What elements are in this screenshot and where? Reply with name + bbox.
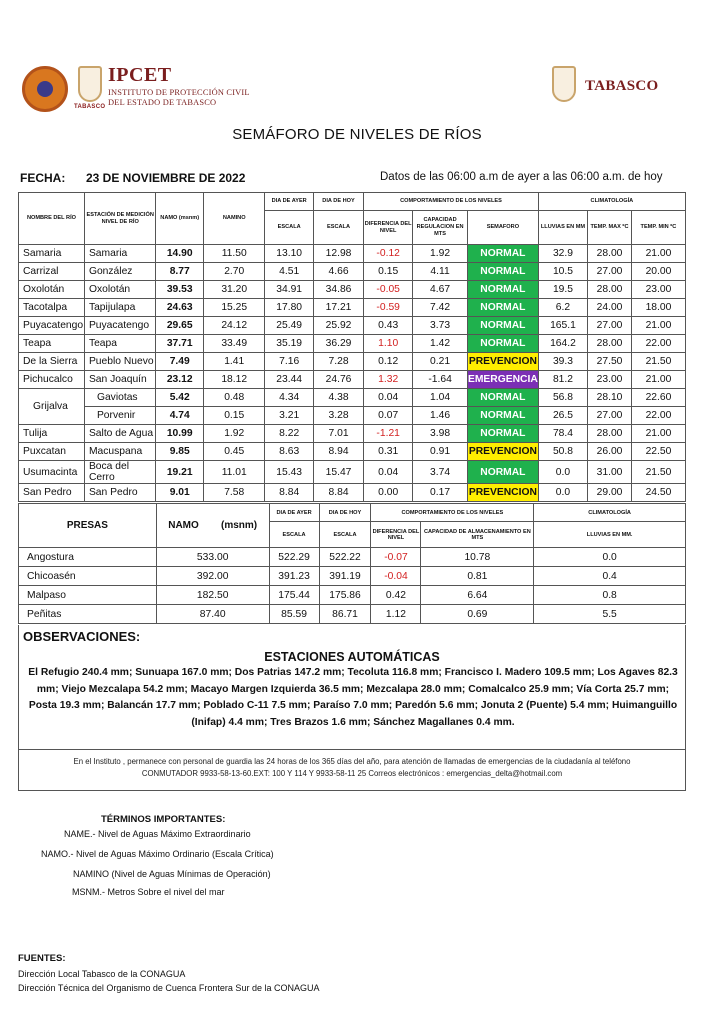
cell-dif: 0.07 xyxy=(364,407,413,425)
cell-ayer: 35.19 xyxy=(265,335,313,353)
cell-tmax: 24.00 xyxy=(588,299,632,317)
cell-sem: NORMAL xyxy=(467,263,538,281)
cell-ayer: 8.63 xyxy=(265,443,313,461)
cell-rio: Grijalva xyxy=(19,389,85,425)
cell-cap: 0.17 xyxy=(413,484,468,502)
river-row xyxy=(19,425,686,443)
term-namino: NAMINO (Nivel de Aguas Mínimas de Operación) xyxy=(73,869,271,879)
fuentes-label: FUENTES: xyxy=(18,953,66,964)
cell-cap: 3.73 xyxy=(413,317,468,335)
cell-sem: NORMAL xyxy=(467,389,538,407)
cell-tmin: 20.00 xyxy=(631,263,685,281)
divider xyxy=(19,749,685,750)
org-short-name: IPCET xyxy=(108,64,172,86)
cell-ayer: 15.43 xyxy=(265,461,313,484)
cell-hoy: 15.47 xyxy=(313,461,363,484)
cell-cap: 1.04 xyxy=(413,389,468,407)
cell-lluvia: 81.2 xyxy=(538,371,587,389)
cell-namino: 0.45 xyxy=(203,443,264,461)
cell-rio: Puyacatengo xyxy=(19,317,85,335)
cell-namo: 19.21 xyxy=(156,461,204,484)
cell-lluvia: 165.1 xyxy=(538,317,587,335)
river-row xyxy=(19,353,686,371)
term-namo: NAMO.- Nivel de Aguas Máximo Ordinario (Escala Crítica) xyxy=(41,849,274,859)
cell-lluvia: 19.5 xyxy=(538,281,587,299)
guardia-line2: CONMUTADOR 9933-58-13-60.EXT: 100 Y 114 Y 9933-58-11 25 Correos electrónicos : emergencias_delta@hotmail.com xyxy=(141,769,563,778)
cell-ayer: 4.34 xyxy=(265,389,313,407)
header-capacidad: CAPACIDAD REGULACION EN MTS xyxy=(413,211,468,245)
cell-tmax: 23.00 xyxy=(588,371,632,389)
header-presas: PRESAS xyxy=(19,504,157,548)
cell-tmin: 23.00 xyxy=(631,281,685,299)
cell-namino: 18.12 xyxy=(203,371,264,389)
cell-cap: 4.11 xyxy=(413,263,468,281)
cell-rio: Tulija xyxy=(19,425,85,443)
cell-hoy: 34.86 xyxy=(313,281,363,299)
river-row xyxy=(19,407,686,425)
cell-cap: -1.64 xyxy=(413,371,468,389)
cell-dif: -0.05 xyxy=(364,281,413,299)
header-climatologia: CLIMATOLOGÍA xyxy=(538,193,685,211)
tabasco-crest-icon xyxy=(78,66,102,102)
river-row xyxy=(19,299,686,317)
cell-ayer: 34.91 xyxy=(265,281,313,299)
cell-cap: 3.98 xyxy=(413,425,468,443)
cell-estacion: San Pedro xyxy=(84,484,156,502)
cell-tmin: 21.50 xyxy=(631,461,685,484)
cell-namino: 33.49 xyxy=(203,335,264,353)
header-namino: NAMINO xyxy=(203,193,264,245)
rivers-table xyxy=(18,192,686,502)
cell-namo: 37.71 xyxy=(156,335,204,353)
cell-namo: 10.99 xyxy=(156,425,204,443)
cell-tmax: 27.50 xyxy=(588,353,632,371)
cell-cap: 1.42 xyxy=(413,335,468,353)
cell-estacion: Gaviotas xyxy=(84,389,156,407)
cell-hoy: 8.94 xyxy=(313,443,363,461)
cell-ayer: 23.44 xyxy=(265,371,313,389)
cell-dif: 1.32 xyxy=(364,371,413,389)
org-line2: DEL ESTADO DE TABASCO xyxy=(108,98,217,107)
cell-dif: -0.59 xyxy=(364,299,413,317)
header-namo-msnm xyxy=(156,504,269,548)
cell-namino: 1.41 xyxy=(203,353,264,371)
cell-tmax: 31.00 xyxy=(588,461,632,484)
cell-tmin: 22.50 xyxy=(631,443,685,461)
cell-rio: De la Sierra xyxy=(19,353,85,371)
header-dia-ayer: DIA DE AYER xyxy=(269,504,319,522)
cell-cap: 0.69 xyxy=(421,605,534,624)
cell-namo: 182.50 xyxy=(156,586,269,605)
header-dia-hoy: DIA DE HOY xyxy=(319,504,371,522)
cell-dif: 0.31 xyxy=(364,443,413,461)
cell-rio: Pichucalco xyxy=(19,371,85,389)
river-row xyxy=(19,317,686,335)
cell-dif: -0.07 xyxy=(371,548,421,567)
cell-dif: 0.04 xyxy=(364,461,413,484)
cell-namo: 24.63 xyxy=(156,299,204,317)
estaciones-title: ESTACIONES AUTOMÁTICAS xyxy=(264,650,440,664)
cell-estacion: Porvenir xyxy=(84,407,156,425)
cell-lluvia: 50.8 xyxy=(538,443,587,461)
cell-hoy: 7.01 xyxy=(313,425,363,443)
header-semaforo: SEMAFORO xyxy=(467,211,538,245)
cell-namo: 9.01 xyxy=(156,484,204,502)
cell-hoy: 175.86 xyxy=(319,586,371,605)
header-diferencia: DIFERENCIA DEL NIVEL xyxy=(371,522,421,548)
header-tmin: TEMP. MIN ºC xyxy=(631,211,685,245)
header-escala-ayer: ESCALA xyxy=(265,211,313,245)
cell-sem: NORMAL xyxy=(467,461,538,484)
cell-ayer: 8.84 xyxy=(265,484,313,502)
cell-cap: 7.42 xyxy=(413,299,468,317)
cell-lluvia: 0.8 xyxy=(534,586,686,605)
header-capacidad: CAPACIDAD DE ALMACENAMIENTO EN MTS xyxy=(421,522,534,548)
cell-namino: 24.12 xyxy=(203,317,264,335)
cell-namo: 5.42 xyxy=(156,389,204,407)
cell-rio: Carrizal xyxy=(19,263,85,281)
cell-sem: NORMAL xyxy=(467,281,538,299)
river-row xyxy=(19,389,686,407)
cell-namino: 11.01 xyxy=(203,461,264,484)
cell-hoy: 522.22 xyxy=(319,548,371,567)
cell-sem: NORMAL xyxy=(467,317,538,335)
cell-tmin: 22.00 xyxy=(631,407,685,425)
cell-hoy: 4.38 xyxy=(313,389,363,407)
cell-namo: 9.85 xyxy=(156,443,204,461)
cell-hoy: 12.98 xyxy=(313,245,363,263)
tabasco-crest-icon xyxy=(552,66,576,102)
cell-hoy: 25.92 xyxy=(313,317,363,335)
cell-cap: 6.64 xyxy=(421,586,534,605)
cell-ayer: 8.22 xyxy=(265,425,313,443)
cell-lluvia: 0.0 xyxy=(538,461,587,484)
cell-sem: NORMAL xyxy=(467,425,538,443)
cell-namo: 39.53 xyxy=(156,281,204,299)
river-row xyxy=(19,371,686,389)
cell-ayer: 85.59 xyxy=(269,605,319,624)
cell-sem: NORMAL xyxy=(467,299,538,317)
state-logo-text: TABASCO xyxy=(585,78,659,94)
cell-namino: 7.58 xyxy=(203,484,264,502)
cell-namo: 7.49 xyxy=(156,353,204,371)
terms-title: TÉRMINOS IMPORTANTES: xyxy=(101,814,226,825)
cell-namino: 0.48 xyxy=(203,389,264,407)
header-dia-ayer: DIA DE AYER xyxy=(265,193,313,211)
cell-cap: 0.81 xyxy=(421,567,534,586)
proteccion-civil-seal-icon xyxy=(22,66,68,112)
cell-namino: 15.25 xyxy=(203,299,264,317)
cell-estacion: Macuspana xyxy=(84,443,156,461)
cell-estacion: Pueblo Nuevo xyxy=(84,353,156,371)
cell-lluvia: 56.8 xyxy=(538,389,587,407)
cell-hoy: 86.71 xyxy=(319,605,371,624)
cell-lluvia: 10.5 xyxy=(538,263,587,281)
cell-ayer: 13.10 xyxy=(265,245,313,263)
river-row xyxy=(19,443,686,461)
dam-row xyxy=(19,586,686,605)
cell-nombre: Malpaso xyxy=(19,586,157,605)
header-msnm: (msnm) xyxy=(221,520,258,531)
cell-rio: Puxcatan xyxy=(19,443,85,461)
cell-estacion: Teapa xyxy=(84,335,156,353)
data-range: Datos de las 06:00 a.m de ayer a las 06:00 a.m. de hoy xyxy=(380,171,663,183)
cell-dif: 0.04 xyxy=(364,389,413,407)
dam-row xyxy=(19,605,686,624)
cell-namo: 8.77 xyxy=(156,263,204,281)
header-namo: NAMO xyxy=(168,520,199,531)
fecha-value: 23 DE NOVIEMBRE DE 2022 xyxy=(86,171,246,185)
cell-namo: 392.00 xyxy=(156,567,269,586)
river-row xyxy=(19,461,686,484)
cell-namo: 4.74 xyxy=(156,407,204,425)
cell-tmax: 26.00 xyxy=(588,443,632,461)
cell-dif: -0.12 xyxy=(364,245,413,263)
observaciones-box xyxy=(18,625,686,791)
cell-lluvia: 0.0 xyxy=(534,548,686,567)
cell-rio: Tacotalpa xyxy=(19,299,85,317)
cell-lluvia: 32.9 xyxy=(538,245,587,263)
cell-dif: 0.00 xyxy=(364,484,413,502)
cell-estacion: Boca del Cerro xyxy=(84,461,156,484)
cell-tmin: 22.60 xyxy=(631,389,685,407)
river-row xyxy=(19,281,686,299)
header-namo: NAMO (msnm) xyxy=(156,193,204,245)
cell-tmin: 21.00 xyxy=(631,371,685,389)
cell-sem: NORMAL xyxy=(467,407,538,425)
river-row xyxy=(19,263,686,281)
fuente-item: Dirección Técnica del Organismo de Cuenca Frontera Sur de la CONAGUA xyxy=(18,983,320,993)
cell-estacion: Samaria xyxy=(84,245,156,263)
cell-cap: 1.46 xyxy=(413,407,468,425)
cell-hoy: 7.28 xyxy=(313,353,363,371)
cell-tmin: 21.00 xyxy=(631,245,685,263)
cell-hoy: 391.19 xyxy=(319,567,371,586)
cell-tmax: 27.00 xyxy=(588,317,632,335)
cell-dif: 0.43 xyxy=(364,317,413,335)
cell-hoy: 36.29 xyxy=(313,335,363,353)
cell-tmax: 28.00 xyxy=(588,335,632,353)
cell-dif: 0.12 xyxy=(364,353,413,371)
cell-cap: 0.91 xyxy=(413,443,468,461)
cell-lluvia: 26.5 xyxy=(538,407,587,425)
cell-namino: 1.92 xyxy=(203,425,264,443)
cell-sem: NORMAL xyxy=(467,245,538,263)
fuente-item: Dirección Local Tabasco de la CONAGUA xyxy=(18,969,186,979)
header-comportamiento: COMPORTAMIENTO DE LOS NIVELES xyxy=(371,504,534,522)
header-escala-hoy: ESCALA xyxy=(313,211,363,245)
cell-ayer: 391.23 xyxy=(269,567,319,586)
cell-sem: EMERGENCIA xyxy=(467,371,538,389)
cell-ayer: 3.21 xyxy=(265,407,313,425)
cell-tmin: 22.00 xyxy=(631,335,685,353)
header-climatologia: CLIMATOLOGÍA xyxy=(534,504,686,522)
cell-lluvia: 5.5 xyxy=(534,605,686,624)
cell-tmin: 24.50 xyxy=(631,484,685,502)
cell-sem: NORMAL xyxy=(467,335,538,353)
cell-estacion: González xyxy=(84,263,156,281)
cell-tmin: 21.00 xyxy=(631,425,685,443)
cell-dif: 0.15 xyxy=(364,263,413,281)
cell-hoy: 24.76 xyxy=(313,371,363,389)
cell-tmin: 21.50 xyxy=(631,353,685,371)
cell-estacion: Oxolotán xyxy=(84,281,156,299)
cell-sem: PREVENCION xyxy=(467,353,538,371)
cell-lluvia: 39.3 xyxy=(538,353,587,371)
cell-tmax: 28.00 xyxy=(588,245,632,263)
cell-cap: 10.78 xyxy=(421,548,534,567)
cell-lluvia: 0.4 xyxy=(534,567,686,586)
cell-tmax: 29.00 xyxy=(588,484,632,502)
cell-ayer: 175.44 xyxy=(269,586,319,605)
cell-cap: 4.67 xyxy=(413,281,468,299)
cell-dif: 0.42 xyxy=(371,586,421,605)
cell-ayer: 522.29 xyxy=(269,548,319,567)
cell-sem: PREVENCION xyxy=(467,484,538,502)
cell-ayer: 17.80 xyxy=(265,299,313,317)
term-msnm: MSNM.- Metros Sobre el nivel del mar xyxy=(72,887,225,897)
header-rio: NOMBRE DEL RÍO xyxy=(19,193,85,245)
cell-dif: -1.21 xyxy=(364,425,413,443)
page-title: SEMÁFORO DE NIVELES DE RÍOS xyxy=(232,126,482,143)
header-dia-hoy: DIA DE HOY xyxy=(313,193,363,211)
dam-row xyxy=(19,548,686,567)
cell-estacion: San Joaquín xyxy=(84,371,156,389)
header-diferencia: DIFERENCIA DEL NIVEL xyxy=(364,211,413,245)
cell-ayer: 4.51 xyxy=(265,263,313,281)
header-lluvias: LLUVIAS EN MM xyxy=(538,211,587,245)
cell-nombre: Chicoasén xyxy=(19,567,157,586)
cell-namo: 533.00 xyxy=(156,548,269,567)
cell-tmax: 27.00 xyxy=(588,263,632,281)
cell-ayer: 25.49 xyxy=(265,317,313,335)
cell-namo: 87.40 xyxy=(156,605,269,624)
cell-lluvia: 0.0 xyxy=(538,484,587,502)
cell-rio: Samaria xyxy=(19,245,85,263)
cell-lluvia: 164.2 xyxy=(538,335,587,353)
cell-tmax: 28.00 xyxy=(588,425,632,443)
cell-tmin: 21.00 xyxy=(631,317,685,335)
cell-sem: PREVENCION xyxy=(467,443,538,461)
cell-estacion: Puyacatengo xyxy=(84,317,156,335)
cell-hoy: 8.84 xyxy=(313,484,363,502)
header-escala-ayer: ESCALA xyxy=(269,522,319,548)
cell-rio: Usumacinta xyxy=(19,461,85,484)
cell-namo: 14.90 xyxy=(156,245,204,263)
org-line1: INSTITUTO DE PROTECCIÓN CIVIL xyxy=(108,88,250,97)
crest-label: TABASCO xyxy=(74,104,106,110)
cell-dif: -0.04 xyxy=(371,567,421,586)
cell-namino: 11.50 xyxy=(203,245,264,263)
fecha-label: FECHA: xyxy=(20,171,66,185)
cell-rio: Oxolotán xyxy=(19,281,85,299)
cell-cap: 0.21 xyxy=(413,353,468,371)
river-row xyxy=(19,335,686,353)
cell-namino: 0.15 xyxy=(203,407,264,425)
term-name: NAME.- Nivel de Aguas Máximo Extraordinario xyxy=(64,829,251,839)
guardia-notice xyxy=(19,756,685,780)
cell-nombre: Peñitas xyxy=(19,605,157,624)
cell-estacion: Tapijulapa xyxy=(84,299,156,317)
cell-namo: 29.65 xyxy=(156,317,204,335)
header-comportamiento: COMPORTAMIENTO DE LOS NIVELES xyxy=(364,193,539,211)
estaciones-text: El Refugio 240.4 mm; Sunuapa 167.0 mm; Dos Patrias 147.2 mm; Tecoluta 116.8 mm; Francisco I. Madero 109.5 mm; Los Agaves 82.3 mm; Viejo Mezcalapa 54.2 mm; Macayo Margen Izquierda 36.5 mm; Mezcalapa 28.0 mm; Comalcalco 25.9 mm; Vía Corta 25.7 mm; Posta 19.3 mm; Balancán 17.7 mm; Poblado C-11 7.5 mm; Paraíso 7.0 mm; Paredón 5.6 mm; Jonuta 2 (Puente) 5.4 mm; Huimanguillo (Inifap) 4.4 mm; Tres Brazos 1.6 mm; Sánchez Magallanes 0.4 mm. xyxy=(28,667,678,728)
header-tmax: TEMP. MAX ºC xyxy=(588,211,632,245)
cell-estacion: Salto de Agua xyxy=(84,425,156,443)
cell-hoy: 3.28 xyxy=(313,407,363,425)
cell-tmax: 28.00 xyxy=(588,281,632,299)
cell-cap: 3.74 xyxy=(413,461,468,484)
cell-tmax: 27.00 xyxy=(588,407,632,425)
dam-row xyxy=(19,567,686,586)
cell-dif: 1.10 xyxy=(364,335,413,353)
cell-nombre: Angostura xyxy=(19,548,157,567)
river-row xyxy=(19,484,686,502)
header-lluvias: LLUVIAS EN MM. xyxy=(534,522,686,548)
cell-dif: 1.12 xyxy=(371,605,421,624)
cell-namino: 31.20 xyxy=(203,281,264,299)
cell-rio: Teapa xyxy=(19,335,85,353)
header-estacion: ESTACIÓN DE MEDICIÓN NIVEL DE RÍO xyxy=(84,193,156,245)
river-row xyxy=(19,245,686,263)
cell-namino: 2.70 xyxy=(203,263,264,281)
cell-hoy: 17.21 xyxy=(313,299,363,317)
cell-tmin: 18.00 xyxy=(631,299,685,317)
header-escala-hoy: ESCALA xyxy=(319,522,371,548)
guardia-line1: En el Instituto , permanece con personal de guardia las 24 horas de los 365 días del año, para atención de llamadas de emergencias de la ciudadanía al teléfono xyxy=(73,757,631,766)
dams-table xyxy=(18,503,686,624)
cell-lluvia: 6.2 xyxy=(538,299,587,317)
cell-tmax: 28.10 xyxy=(588,389,632,407)
cell-cap: 1.92 xyxy=(413,245,468,263)
observaciones-label: OBSERVACIONES: xyxy=(23,629,141,644)
cell-ayer: 7.16 xyxy=(265,353,313,371)
cell-rio: San Pedro xyxy=(19,484,85,502)
cell-namo: 23.12 xyxy=(156,371,204,389)
cell-hoy: 4.66 xyxy=(313,263,363,281)
cell-lluvia: 78.4 xyxy=(538,425,587,443)
